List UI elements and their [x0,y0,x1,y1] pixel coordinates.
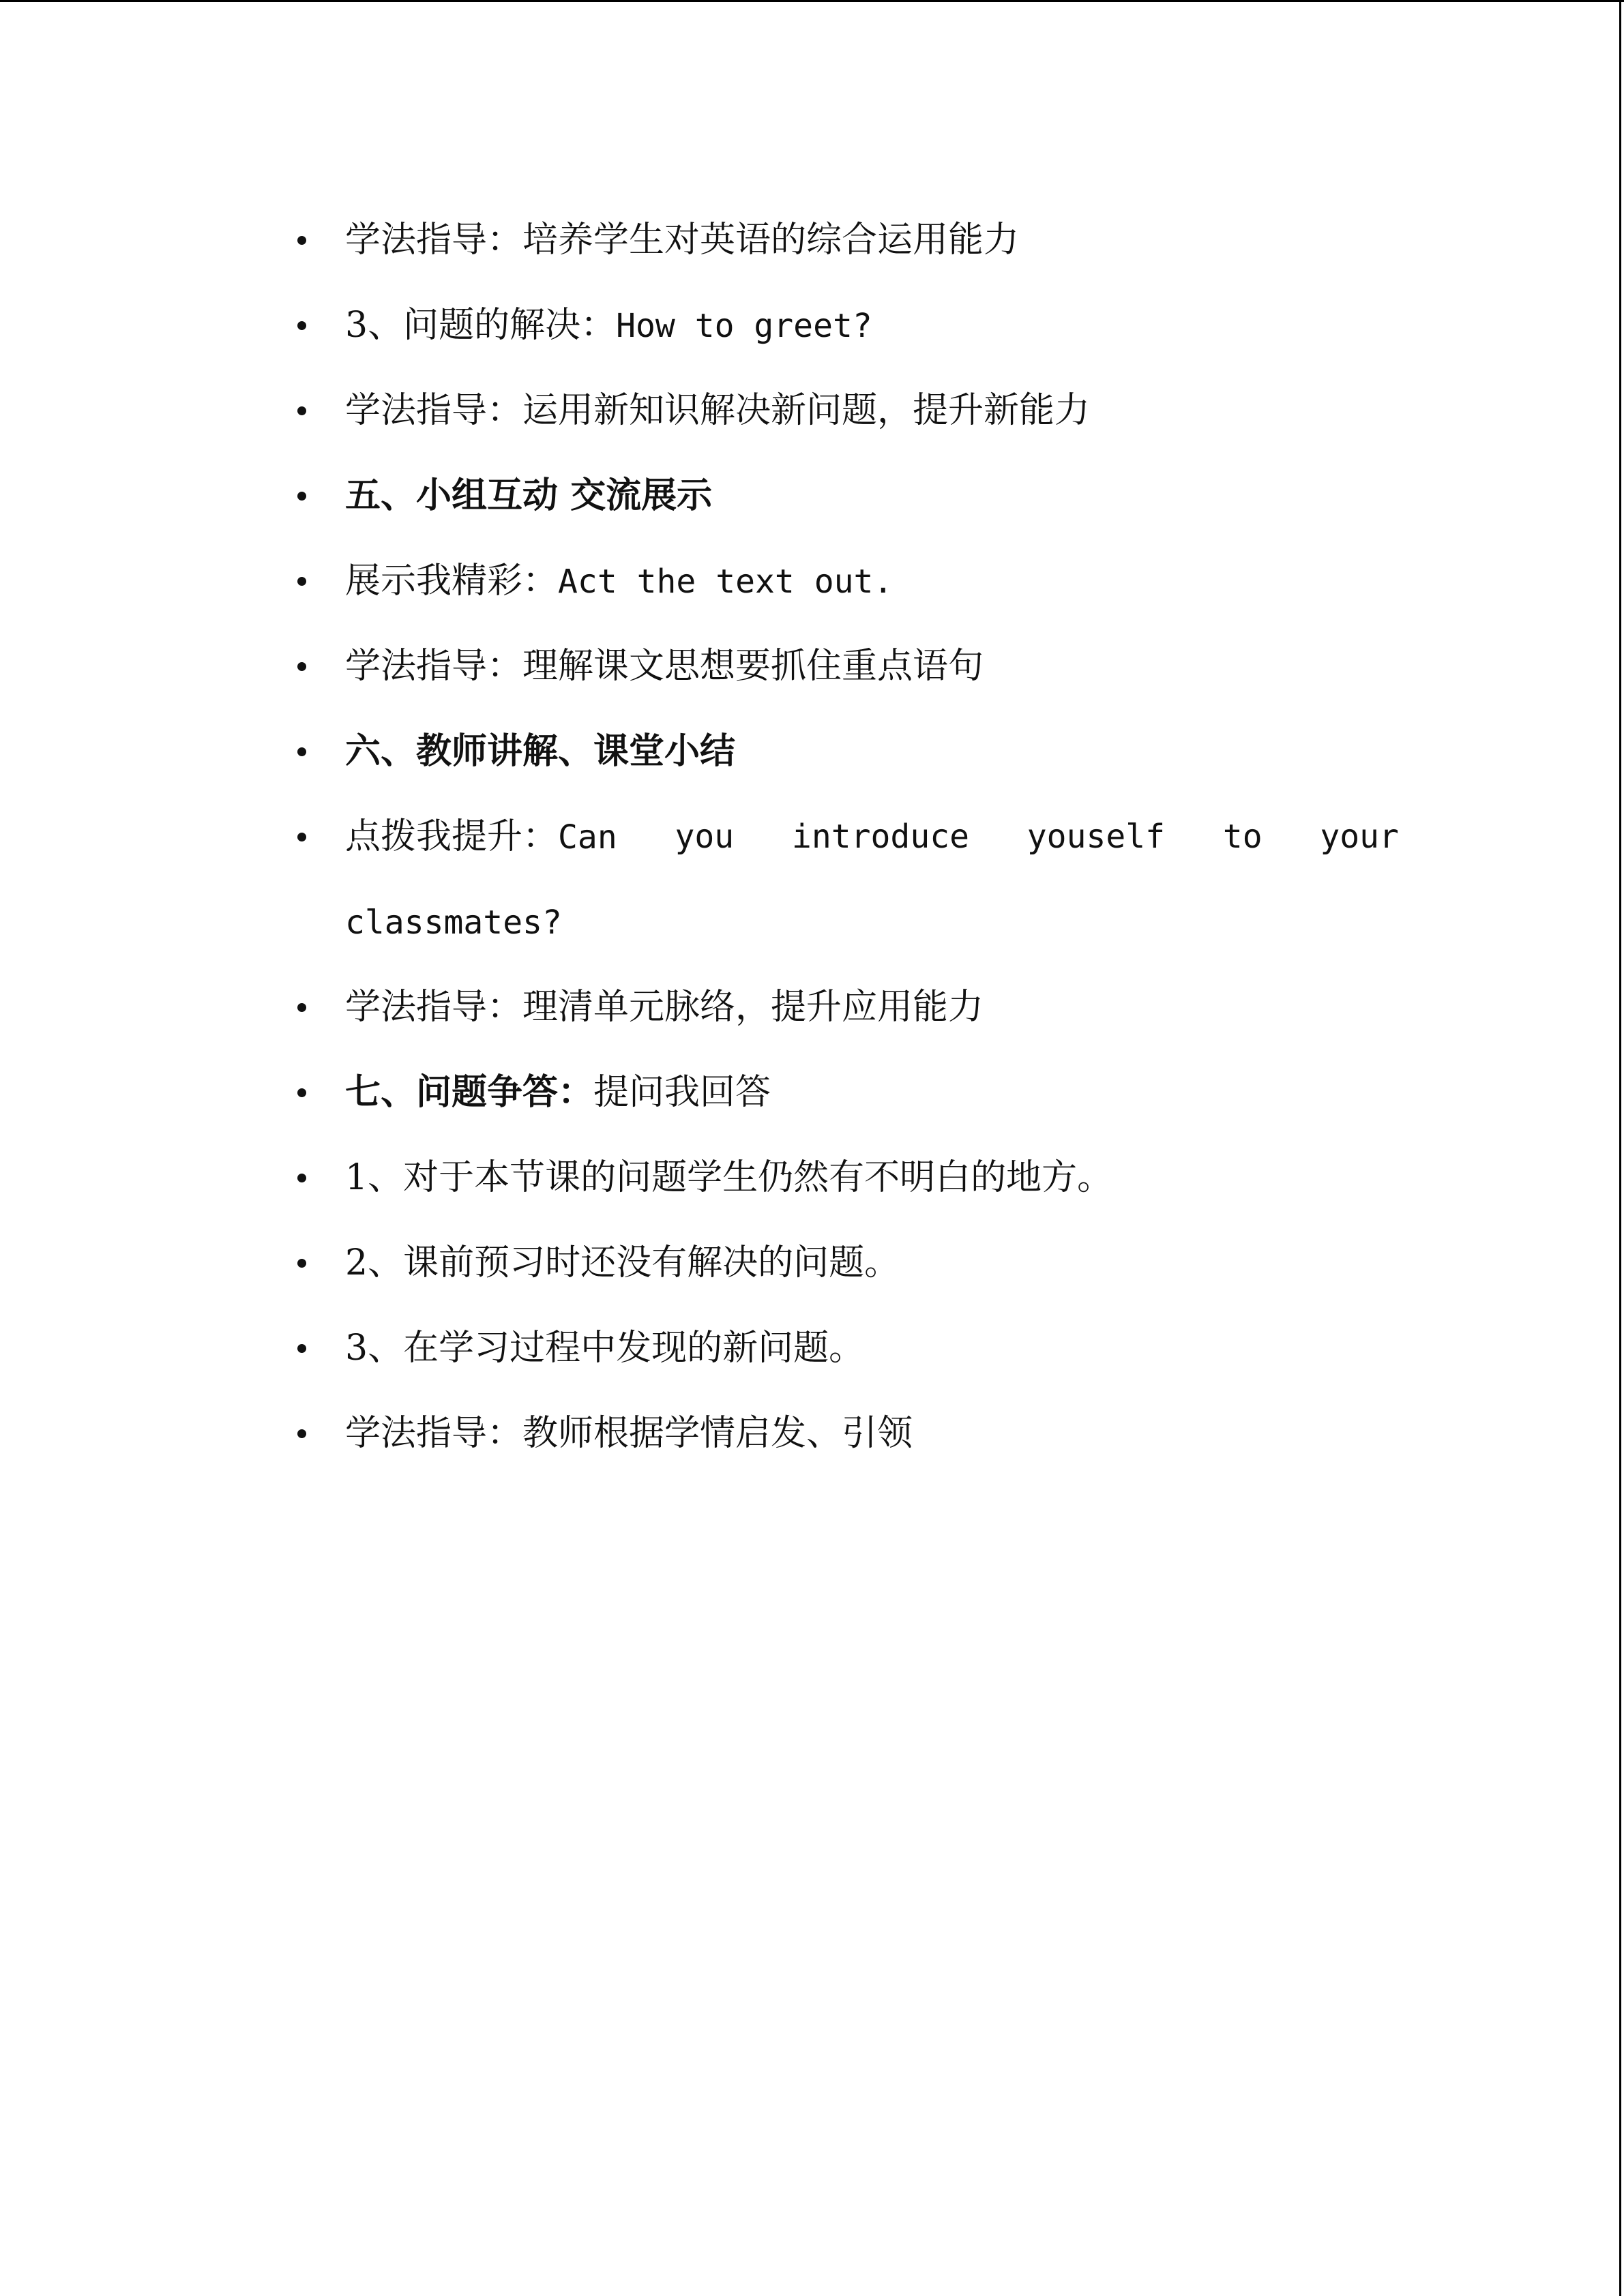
item-english: Act the text out. [558,563,894,601]
item-text: 提问我回答 [593,1072,771,1113]
bullet-icon [297,1174,306,1182]
bullet-list [293,198,1399,1476]
item-prefix: 点拨我提升：Can [345,816,617,857]
item-english: classmates? [345,904,562,942]
list-item [293,1135,1385,1221]
page-top-border [0,0,1624,2]
list-item [293,368,1385,453]
bullet-icon [297,406,306,415]
item-text: 学法指导：教师根据学情启发、引领 [345,1413,913,1454]
page-right-border [1619,0,1621,2296]
word: to [1222,818,1263,856]
word: introduce [791,818,970,856]
list-item [293,624,1385,709]
bullet-icon [297,1259,306,1268]
item-text: 1、对于本节课的问题学生仍然有不明白的地方。 [345,1157,1113,1198]
bullet-icon [297,1429,306,1438]
bullet-icon [297,662,306,671]
item-prefix: 展示我精彩： [345,561,559,601]
heading-text: 五、小组互动 交流展示 [345,475,713,516]
bullet-icon [297,577,306,586]
bullet-icon [297,492,306,501]
word: youself [1027,818,1166,856]
bullet-icon [297,833,306,841]
item-text: 学法指导：理解课文思想要抓住重点语句 [345,646,984,687]
heading-text: 六、教师讲解、课堂小结 [345,731,736,772]
heading-text: 七、问题争答： [345,1072,594,1113]
section-heading [293,1050,1385,1135]
word: you [675,818,735,856]
list-item [293,965,1385,1050]
list-item [293,283,1385,368]
item-justified-line [345,794,1399,880]
section-heading [293,709,1385,794]
bullet-icon [297,747,306,756]
list-item [293,539,1385,624]
item-text: 学法指导：理清单元脉络，提升应用能力 [345,987,984,1028]
list-item [293,794,1399,880]
item-english: How to greet? [616,307,872,345]
list-item [293,198,1385,283]
bullet-icon [297,236,306,245]
section-heading [293,453,1385,539]
list-item [293,1306,1385,1391]
item-text: 2、课前预习时还没有解决的问题。 [345,1242,900,1283]
list-item-continuation [293,880,1385,965]
item-text: 学法指导：培养学生对英语的综合运用能力 [345,220,1020,260]
item-text: 3、在学习过程中发现的新问题。 [345,1328,865,1369]
item-prefix: 3、问题的解决： [345,305,617,346]
list-item [293,1391,1385,1476]
list-item [293,1221,1385,1306]
bullet-icon [297,1088,306,1097]
word: your [1320,818,1399,856]
bullet-icon [297,1003,306,1012]
item-text: 学法指导：运用新知识解决新问题，提升新能力 [345,390,1091,431]
bullet-icon [297,1344,306,1353]
bullet-icon [297,321,306,330]
